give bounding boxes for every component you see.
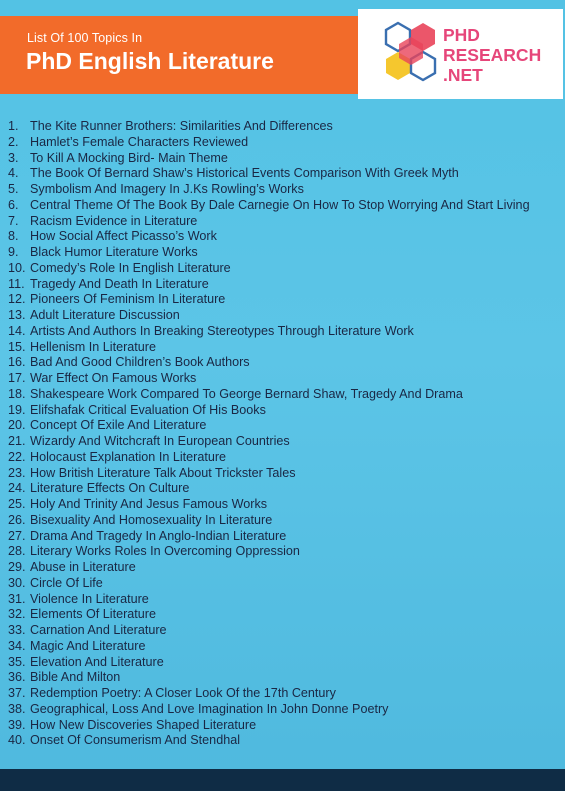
page-title: PhD English Literature xyxy=(26,48,274,74)
list-item-text: Holy And Trinity And Jesus Famous Works xyxy=(30,497,268,511)
list-item-text: Magic And Literature xyxy=(30,638,146,653)
list-item-number: 12. xyxy=(8,292,26,307)
list-item-text: Comedy’s Role In English Literature xyxy=(30,260,231,275)
list-item-number: 14. xyxy=(8,323,26,338)
list-item-number: 4. xyxy=(8,166,19,181)
list-item-text: Redemption Poetry: A Closer Look Of the 17th Century xyxy=(30,686,336,700)
list-item-text: Elifshafak Critical Evaluation Of His Books xyxy=(30,402,266,417)
logo-line-2: RESEARCH xyxy=(443,45,542,65)
list-item-text: Bad And Good Children’s Book Authors xyxy=(30,355,250,370)
list-item-text: Symbolism And Imagery In J.Ks Rowling’s Works xyxy=(30,182,304,196)
list-item-number: 1. xyxy=(8,119,19,133)
list-item-text: Hellenism In Literature xyxy=(30,339,156,354)
list-item-text: How British Literature Talk About Trickster Tales xyxy=(30,465,296,480)
list-item-number: 3. xyxy=(8,150,19,165)
list-item-text: Literary Works Roles In Overcoming Oppression xyxy=(30,544,300,559)
list-item-number: 23. xyxy=(8,465,26,480)
list-item-number: 8. xyxy=(8,229,19,244)
list-item-number: 19. xyxy=(8,402,26,417)
list-item-number: 16. xyxy=(8,355,26,370)
list-item-text: Shakespeare Work Compared To George Bernard Shaw, Tragedy And Drama xyxy=(30,386,463,401)
list-item-number: 18. xyxy=(8,386,26,401)
list-item-text: Central Theme Of The Book By Dale Carnegie On How To Stop Worrying And Start Living xyxy=(30,197,530,212)
list-item-number: 28. xyxy=(8,544,26,559)
list-item-text: Geographical, Loss And Love Imagination In John Donne Poetry xyxy=(30,701,389,716)
list-item-text: Bisexuality And Homosexuality In Literature xyxy=(30,512,273,527)
footer-bar xyxy=(0,769,565,791)
list-item-text: Artists And Authors In Breaking Stereotypes Through Literature Work xyxy=(30,323,414,338)
list-item-text: The Book Of Bernard Shaw’s Historical Events Comparison With Greek Myth xyxy=(30,166,459,181)
list-item-number: 34. xyxy=(8,638,26,653)
list-item-text: Pioneers Of Feminism In Literature xyxy=(30,292,226,307)
list-item-text: The Kite Runner Brothers: Similarities And Differences xyxy=(30,119,333,133)
hexagon-molecule-icon xyxy=(382,21,440,83)
list-item-number: 6. xyxy=(8,197,19,212)
list-item-text: Abuse in Literature xyxy=(30,560,136,574)
list-item-text: Wizardy And Witchcraft In European Countries xyxy=(30,434,290,448)
logo-line-3: .NET xyxy=(443,65,483,85)
list-item-text: Concept Of Exile And Literature xyxy=(30,418,207,433)
list-item-number: 25. xyxy=(8,497,26,511)
list-item-number: 35. xyxy=(8,654,26,669)
list-item-number: 37. xyxy=(8,686,26,700)
list-item-number: 5. xyxy=(8,182,19,196)
list-item-number: 39. xyxy=(8,717,26,732)
title-banner xyxy=(0,16,358,94)
list-item-text: Bible And Milton xyxy=(30,670,121,685)
list-item-number: 11. xyxy=(8,276,25,291)
list-item-text: Drama And Tragedy In Anglo-Indian Literature xyxy=(30,528,287,543)
list-item-text: Tragedy And Death In Literature xyxy=(30,276,209,291)
list-item-number: 7. xyxy=(8,213,19,228)
list-item-number: 30. xyxy=(8,575,26,590)
list-item-text: Holocaust Explanation In Literature xyxy=(30,449,227,464)
list-item-number: 32. xyxy=(8,607,26,622)
list-item-text: Adult Literature Discussion xyxy=(30,308,180,322)
list-item-number: 24. xyxy=(8,481,26,496)
list-item-text: Literature Effects On Culture xyxy=(30,481,190,496)
list-item-number: 17. xyxy=(8,371,26,385)
list-item-text: Elements Of Literature xyxy=(30,607,156,622)
list-item-text: War Effect On Famous Works xyxy=(30,371,197,385)
list-item-number: 29. xyxy=(8,560,26,574)
list-item-text: Circle Of Life xyxy=(30,575,103,590)
list-item-text: Black Humor Literature Works xyxy=(30,245,198,259)
list-item-number: 9. xyxy=(8,245,19,259)
list-item-number: 20. xyxy=(8,418,26,433)
list-item-number: 40. xyxy=(8,733,26,748)
list-item-text: Onset Of Consumerism And Stendhal xyxy=(30,733,240,748)
list-item-number: 31. xyxy=(8,591,26,606)
list-item-number: 13. xyxy=(8,308,26,322)
list-item-number: 10. xyxy=(8,260,26,275)
list-item-text: Violence In Literature xyxy=(30,591,149,606)
list-item-number: 15. xyxy=(8,339,26,354)
list-item-text: Hamlet’s Female Characters Reviewed xyxy=(30,134,249,149)
list-item-number: 33. xyxy=(8,623,26,637)
list-item-text: How New Discoveries Shaped Literature xyxy=(30,717,257,732)
list-item-number: 21. xyxy=(8,434,26,448)
list-item-number: 22. xyxy=(8,449,26,464)
list-item-text: To Kill A Mocking Bird- Main Theme xyxy=(30,150,228,165)
page-subtitle: List Of 100 Topics In xyxy=(27,31,143,45)
list-item-number: 26. xyxy=(8,512,26,527)
list-item-number: 27. xyxy=(8,528,26,543)
list-item-number: 2. xyxy=(8,134,19,149)
list-item-number: 36. xyxy=(8,670,26,685)
list-item-text: How Social Affect Picasso’s Work xyxy=(30,229,217,244)
logo xyxy=(358,9,563,99)
list-item-text: Carnation And Literature xyxy=(30,623,167,637)
list-item-text: Elevation And Literature xyxy=(30,654,164,669)
logo-line-1: PHD xyxy=(443,25,480,45)
logo-wordmark xyxy=(443,25,541,85)
list-item-number: 38. xyxy=(8,701,26,716)
list-item-text: Racism Evidence in Literature xyxy=(30,213,198,228)
